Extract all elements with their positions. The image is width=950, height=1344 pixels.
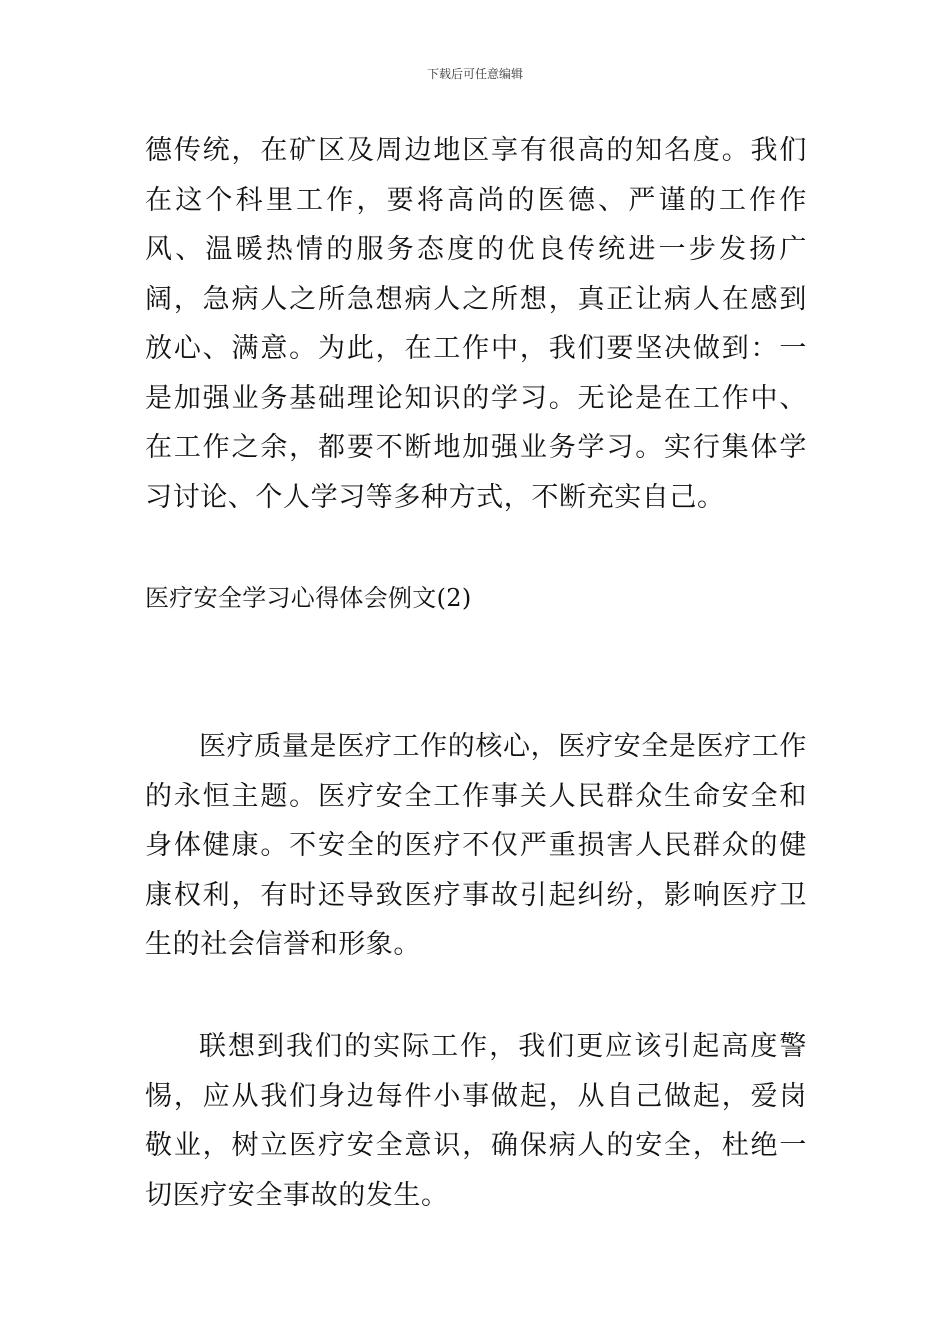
section-title: 医疗安全学习心得体会例文(2) (145, 584, 472, 612)
header-note: 下载后可任意编辑 (426, 67, 523, 81)
paragraph-medical-quality: 医疗质量是医疗工作的核心，医疗安全是医疗工作的永恒主题。医疗安全工作事关人民群众生命安全和身体健康。不安全的医疗不仅严重损害人民群众的健康权利，有时还导致医疗事故引起纠纷，影响医疗卫生的社会信誉和形象。 (145, 731, 807, 960)
paragraph-continuation: 德传统，在矿区及周边地区享有很高的知名度。我们在这个科里工作，要将高尚的医德、严谨的工作作风、温暖热情的服务态度的优良传统进一步发扬广阔，急病人之所急想病人之所想，真正让病人在感到放心、满意。为此，在工作中，我们要坚决做到：一是加强业务基础理论知识的学习。无论是在工作中、在工作之余，都要不断地加强业务学习。实行集体学习讨论、个人学习等多种方式，不断充实自己。 (145, 135, 807, 513)
paragraph-actual-work: 联想到我们的实际工作，我们更应该引起高度警惕，应从我们身边每件小事做起，从自己做起，爱岗敬业，树立医疗安全意识，确保病人的安全，杜绝一切医疗安全事故的发生。 (145, 1031, 807, 1211)
